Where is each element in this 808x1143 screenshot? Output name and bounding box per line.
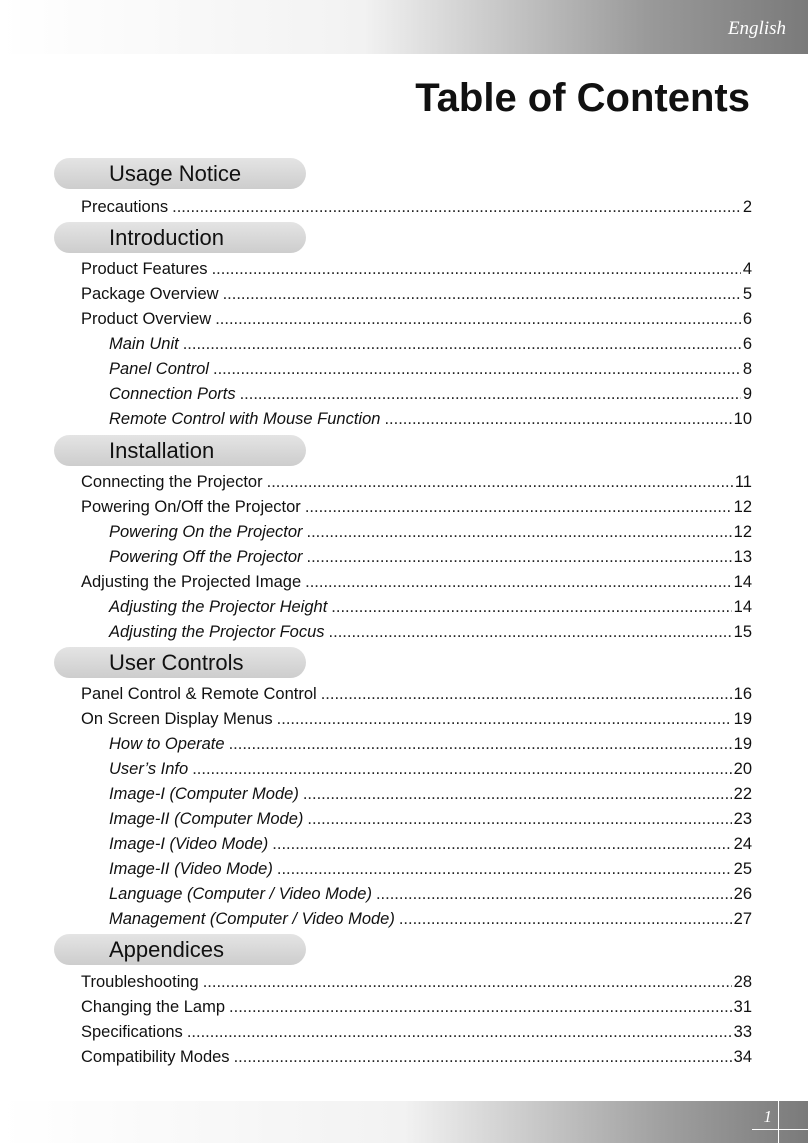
toc-entry[interactable]: [81, 258, 752, 280]
toc-entry-label: Powering On/Off the Projector: [81, 498, 301, 516]
toc-entry[interactable]: [81, 1046, 752, 1068]
dot-leader: [329, 621, 732, 643]
toc-entry-page: 12: [733, 498, 752, 516]
dot-leader: [267, 471, 733, 493]
dot-leader: [183, 333, 741, 355]
toc-entry-label: Image-II (Computer Mode): [109, 810, 304, 828]
toc-entry-label: Adjusting the Projected Image: [81, 573, 302, 591]
dot-leader: [212, 258, 741, 280]
toc-entry-page: 23: [733, 810, 752, 828]
dot-leader: [331, 596, 731, 618]
toc-entry-label: Language (Computer / Video Mode): [109, 885, 372, 903]
toc-entry-page: 22: [733, 785, 752, 803]
dot-leader: [307, 808, 731, 830]
section-header-appendices: [54, 934, 306, 965]
toc-entry-page: 13: [733, 548, 752, 566]
dot-leader: [229, 733, 732, 755]
toc-entry[interactable]: [81, 971, 752, 993]
toc-entry-page: 33: [733, 1023, 752, 1041]
toc-entry-page: 19: [733, 735, 752, 753]
toc-entry-label: Main Unit: [109, 335, 179, 353]
section-title: Appendices: [109, 937, 224, 962]
dot-leader: [321, 683, 732, 705]
toc-entry-page: 6: [742, 335, 752, 353]
section-header-user-controls: [54, 647, 306, 678]
toc-subentry[interactable]: [109, 408, 752, 430]
toc-subentry[interactable]: [109, 758, 752, 780]
toc-entry-label: How to Operate: [109, 735, 225, 753]
toc-entry-label: Package Overview: [81, 285, 219, 303]
toc-entry-page: 19: [733, 710, 752, 728]
toc-entry[interactable]: [81, 196, 752, 218]
section-header-introduction: [54, 222, 306, 253]
toc-entry-page: 28: [733, 973, 752, 991]
toc-entry[interactable]: [81, 571, 752, 593]
dot-leader: [203, 971, 732, 993]
toc-subentry[interactable]: [109, 733, 752, 755]
toc-entry-page: 12: [733, 523, 752, 541]
dot-leader: [192, 758, 731, 780]
dot-leader: [229, 996, 732, 1018]
toc-entry-label: Image-I (Video Mode): [109, 835, 269, 853]
dot-leader: [234, 1046, 732, 1068]
toc-subentry[interactable]: [109, 521, 752, 543]
dot-leader: [399, 908, 732, 930]
toc-entry-page: 14: [733, 573, 752, 591]
toc-subentry[interactable]: [109, 546, 752, 568]
dot-leader: [305, 496, 732, 518]
toc-entry-label: Image-II (Video Mode): [109, 860, 273, 878]
toc-entry-page: 31: [733, 998, 752, 1016]
toc-entry-page: 11: [734, 473, 752, 491]
toc-entry-label: User’s Info: [109, 760, 189, 778]
toc-entry-label: Management (Computer / Video Mode): [109, 910, 395, 928]
toc-entry-page: 25: [733, 860, 752, 878]
dot-leader: [307, 546, 732, 568]
toc-entry-label: Changing the Lamp: [81, 998, 226, 1016]
toc-entry-label: Powering On the Projector: [109, 523, 303, 541]
toc-entry-label: On Screen Display Menus: [81, 710, 273, 728]
dot-leader: [376, 883, 732, 905]
footer-divider-vertical: [778, 1101, 779, 1143]
section-header-usage-notice: [54, 158, 306, 189]
toc-entry[interactable]: [81, 283, 752, 305]
toc-entry-label: Troubleshooting: [81, 973, 199, 991]
toc-entry[interactable]: [81, 496, 752, 518]
toc-entry-label: Adjusting the Projector Height: [109, 598, 328, 616]
toc-entry-label: Image-I (Computer Mode): [109, 785, 299, 803]
toc-subentry[interactable]: [109, 833, 752, 855]
dot-leader: [277, 708, 732, 730]
dot-leader: [240, 383, 741, 405]
toc-subentry[interactable]: [109, 358, 752, 380]
dot-leader: [223, 283, 741, 305]
toc-entry-label: Panel Control: [109, 360, 209, 378]
toc-subentry[interactable]: [109, 333, 752, 355]
footer-band: [0, 1101, 808, 1143]
toc-subentry[interactable]: [109, 383, 752, 405]
toc-entry-label: Remote Control with Mouse Function: [109, 410, 381, 428]
toc-entry-page: 26: [733, 885, 752, 903]
toc-entry-page: 16: [733, 685, 752, 703]
dot-leader: [215, 308, 741, 330]
language-label: English: [727, 18, 786, 39]
toc-subentry[interactable]: [109, 858, 752, 880]
toc-entry-page: 27: [733, 910, 752, 928]
toc-entry-label: Specifications: [81, 1023, 183, 1041]
toc-entry-label: Connection Ports: [109, 385, 236, 403]
dot-leader: [213, 358, 741, 380]
header-band: [0, 0, 808, 54]
toc-entry-label: Product Features: [81, 260, 208, 278]
toc-subentry[interactable]: [109, 883, 752, 905]
toc-subentry[interactable]: [109, 783, 752, 805]
toc-entry-page: 15: [733, 623, 752, 641]
toc-entry-label: Adjusting the Projector Focus: [109, 623, 325, 641]
toc-subentry[interactable]: [109, 596, 752, 618]
dot-leader: [307, 521, 732, 543]
dot-leader: [187, 1021, 732, 1043]
toc-entry-label: Compatibility Modes: [81, 1048, 230, 1066]
toc-entry[interactable]: [81, 308, 752, 330]
toc-entry-page: 8: [742, 360, 752, 378]
toc-entry-page: 34: [733, 1048, 752, 1066]
toc-entry[interactable]: [81, 708, 752, 730]
toc-subentry[interactable]: [109, 621, 752, 643]
section-title: Introduction: [109, 225, 224, 250]
page-title: Table of Contents: [415, 76, 750, 120]
section-title: Usage Notice: [109, 161, 242, 186]
toc-subentry[interactable]: [109, 908, 752, 930]
toc-entry-label: Connecting the Projector: [81, 473, 263, 491]
dot-leader: [272, 833, 731, 855]
toc-entry-page: 14: [733, 598, 752, 616]
dot-leader: [303, 783, 732, 805]
toc-subentry[interactable]: [109, 808, 752, 830]
toc-entry-label: Powering Off the Projector: [109, 548, 303, 566]
toc-entry[interactable]: [81, 996, 752, 1018]
page-number: 1: [763, 1107, 772, 1126]
toc-entry-page: 20: [733, 760, 752, 778]
toc-entry[interactable]: [81, 683, 752, 705]
toc-entry-page: 9: [742, 385, 752, 403]
section-title: User Controls: [109, 650, 244, 675]
dot-leader: [172, 196, 741, 218]
toc-entry-page: 10: [733, 410, 752, 428]
toc-entry-page: 5: [742, 285, 752, 303]
toc-entry-page: 6: [742, 310, 752, 328]
dot-leader: [277, 858, 732, 880]
section-header-installation: [54, 435, 306, 466]
section-title: Installation: [109, 438, 215, 463]
dot-leader: [384, 408, 731, 430]
toc-entry[interactable]: [81, 1021, 752, 1043]
toc-entry[interactable]: [81, 471, 752, 493]
toc-entry-label: Product Overview: [81, 310, 212, 328]
toc-entry-label: Precautions: [81, 198, 169, 216]
toc-entry-page: 4: [742, 260, 752, 278]
dot-leader: [305, 571, 732, 593]
toc-entry-page: 2: [742, 198, 752, 216]
footer-divider-horizontal: [752, 1129, 808, 1130]
toc-entry-label: Panel Control & Remote Control: [81, 685, 317, 703]
toc-entry-page: 24: [733, 835, 752, 853]
